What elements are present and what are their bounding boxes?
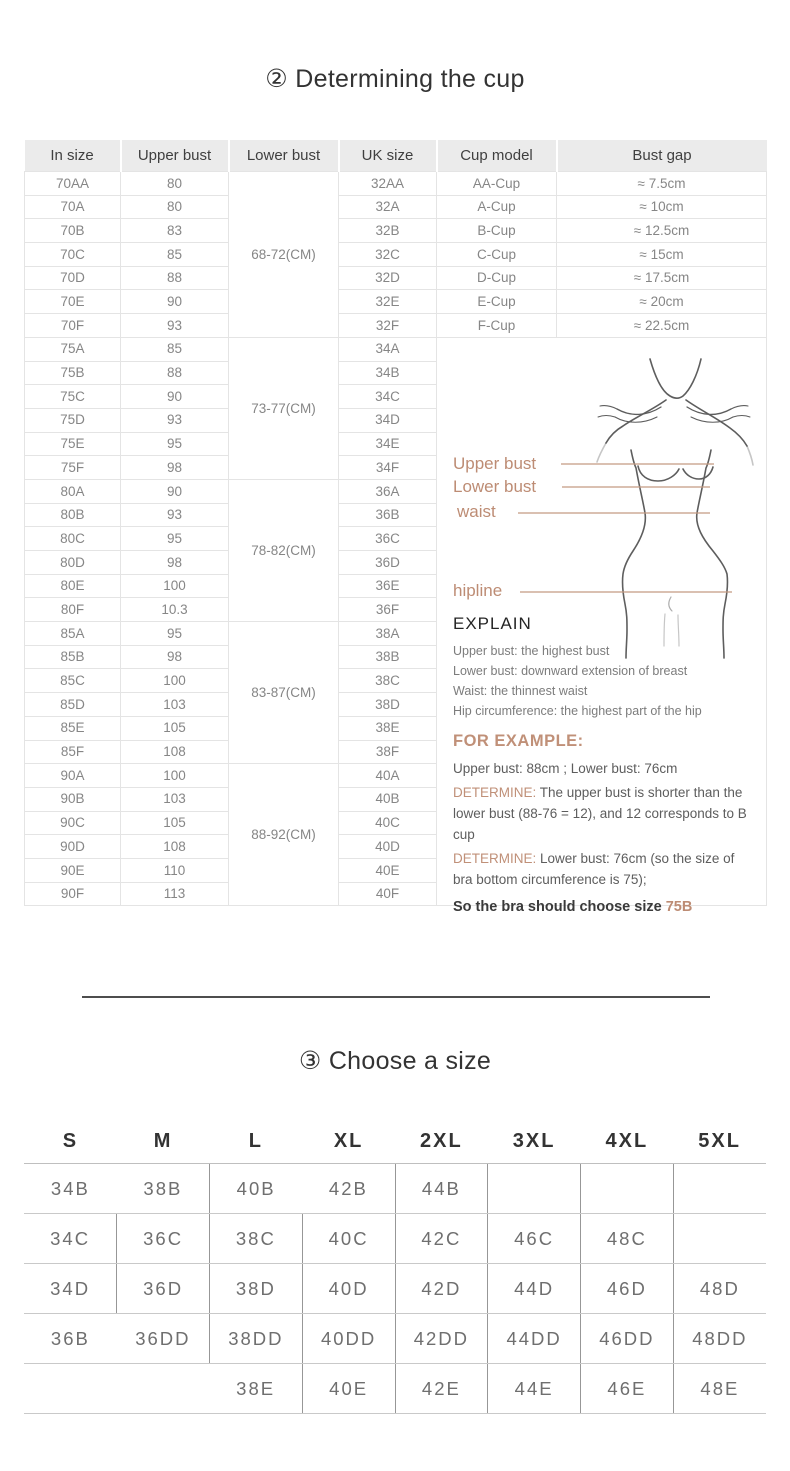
cell-in-size: 85E [25,716,121,740]
size-cell-empty [24,1364,117,1414]
cell-bust-gap: ≈ 20cm [557,290,767,314]
cell-in-size: 70B [25,219,121,243]
section-title-choose-size: ③ Choose a size [298,1047,492,1075]
cell-in-size: 80A [25,479,121,503]
cell-uk-size: 40B [339,787,437,811]
cell-upper-bust: 88 [121,266,229,290]
cell-bust-gap: ≈ 10cm [557,195,767,219]
cell-in-size: 70C [25,243,121,267]
cell-in-size: 90F [25,882,121,906]
label-waist: waist [457,501,496,521]
cell-uk-size: 40D [339,835,437,859]
label-lower-bust: Lower bust [453,476,537,496]
size-cell: 38DD [210,1314,303,1364]
cell-uk-size: 36C [339,527,437,551]
size-cell: 44E [488,1364,581,1414]
cell-uk-size: 38D [339,693,437,717]
size-cell: 38C [210,1214,303,1264]
cell-uk-size: 38B [339,645,437,669]
explain-heading: EXPLAIN [453,613,532,633]
determine-label: DETERMINE: [453,785,540,801]
cell-in-size: 90B [25,787,121,811]
cell-upper-bust: 98 [121,645,229,669]
cell-upper-bust: 100 [121,574,229,598]
cup-table-header [25,140,767,172]
cell-uk-size: 34B [339,361,437,385]
explain-line: Waist: the thinnest waist [453,683,588,698]
example-conclusion [453,897,751,917]
figure-navel [669,597,672,611]
size-cell: 40DD [302,1314,395,1364]
size-cell: 34D [24,1264,117,1314]
figure-hair-left [600,405,617,408]
size-cell: 42B [302,1164,395,1214]
cell-bust-gap: ≈ 7.5cm [557,172,767,196]
cell-in-size: 80F [25,598,121,622]
size-cell: 40B [210,1164,303,1214]
determine-text: The upper bust is shorter than the lower bust (88-76 = 12), and 12 corresponds to B cup [453,785,747,843]
size-cell: 40D [302,1264,395,1314]
size-cell-empty [117,1364,210,1414]
size-cell: 38D [210,1264,303,1314]
figure-neck [650,359,701,398]
size-cell: 34B [24,1164,117,1214]
size-cell: 46DD [581,1314,674,1364]
cell-uk-size: 32A [339,195,437,219]
cell-upper-bust: 105 [121,716,229,740]
cell-bust-gap: ≈ 15cm [557,243,767,267]
cell-upper-bust: 90 [121,290,229,314]
example-determine-1 [453,782,751,845]
cell-uk-size: 36F [339,598,437,622]
cell-in-size: 90A [25,764,121,788]
size-col-header-5xl: 5XL [673,1119,766,1164]
cell-in-size: 70D [25,266,121,290]
cell-upper-bust: 83 [121,219,229,243]
figure-bust-left [638,466,679,481]
cell-upper-bust: 90 [121,479,229,503]
example-determine-2 [453,848,751,890]
size-col-header-s: S [24,1119,117,1164]
cell-cup-model: E-Cup [437,290,557,314]
cell-uk-size: 38F [339,740,437,764]
size-cell-empty [488,1164,581,1214]
cell-upper-bust: 98 [121,456,229,480]
col-header-cup-model: Cup model [437,140,557,172]
determine-label: DETERMINE: [453,851,541,867]
conclusion-size: 75B [665,899,693,916]
size-cell: 36DD [117,1314,210,1364]
size-cell: 42E [395,1364,488,1414]
cell-in-size: 75C [25,385,121,409]
cell-uk-size: 38C [339,669,437,693]
cell-in-size: 85B [25,645,121,669]
cell-uk-size: 32B [339,219,437,243]
cell-lower-bust-range: 73-77(CM) [229,337,339,479]
size-cell: 48C [581,1214,674,1264]
label-upper-bust: Upper bust [453,453,537,473]
size-cell: 38B [117,1164,210,1214]
diagram-cell [437,337,767,916]
cell-uk-size: 40E [339,858,437,882]
figure-shoulder-left [606,400,666,443]
cell-upper-bust: 95 [121,527,229,551]
cell-in-size: 75D [25,408,121,432]
figure-bust-right [683,467,713,479]
size-cell-empty [581,1164,674,1214]
cell-in-size: 90D [25,835,121,859]
cell-upper-bust: 105 [121,811,229,835]
size-cell: 42DD [395,1314,488,1364]
cell-upper-bust: 80 [121,195,229,219]
cell-uk-size: 34E [339,432,437,456]
figure-arm-left [597,443,606,462]
cell-uk-size: 32E [339,290,437,314]
cell-uk-size: 36E [339,574,437,598]
cell-upper-bust: 95 [121,432,229,456]
cell-upper-bust: 98 [121,551,229,575]
figure-hair-right [731,405,748,408]
size-cell: 36C [117,1214,210,1264]
cell-upper-bust: 103 [121,693,229,717]
size-cell: 40E [302,1364,395,1414]
cell-uk-size: 32F [339,314,437,338]
size-cell: 48DD [673,1314,766,1364]
size-cell: 38E [210,1364,303,1414]
cell-in-size: 70AA [25,172,121,196]
cell-cup-model: B-Cup [437,219,557,243]
determine-text: Lower bust: 76cm (so the size of bra bottom circumference is 75); [453,851,735,888]
measurement-diagram [437,338,767,916]
cell-upper-bust: 108 [121,740,229,764]
cell-in-size: 80E [25,574,121,598]
explain-line: Upper bust: the highest bust [453,643,610,658]
figure-hair-right [733,415,750,417]
choose-size-table [24,1119,766,1414]
cell-upper-bust: 85 [121,243,229,267]
cell-in-size: 85C [25,669,121,693]
cell-bust-gap: ≈ 17.5cm [557,266,767,290]
cell-in-size: 70E [25,290,121,314]
explain-line: Lower bust: downward extension of breast [453,663,688,678]
size-cell: 36B [24,1314,117,1364]
size-cell: 46E [581,1364,674,1414]
conclusion-text: So the bra should choose size [453,899,666,916]
size-col-header-l: L [210,1119,303,1164]
cell-uk-size: 32D [339,266,437,290]
size-cell: 40C [302,1214,395,1264]
size-col-header-3xl: 3XL [488,1119,581,1164]
col-header-uk-size: UK size [339,140,437,172]
cell-upper-bust: 93 [121,503,229,527]
cell-upper-bust: 108 [121,835,229,859]
cell-upper-bust: 110 [121,858,229,882]
cell-in-size: 75E [25,432,121,456]
cup-table [24,140,767,916]
cell-uk-size: 36D [339,551,437,575]
cell-upper-bust: 80 [121,172,229,196]
example-measurements: Upper bust: 88cm ; Lower bust: 76cm [453,761,678,777]
label-hipline: hipline [453,580,503,600]
cell-upper-bust: 10.3 [121,598,229,622]
cell-in-size: 90E [25,858,121,882]
figure-arm-right [747,446,753,465]
for-example-heading: FOR EXAMPLE: [453,731,584,750]
cell-bust-gap: ≈ 12.5cm [557,219,767,243]
cell-in-size: 80B [25,503,121,527]
cell-cup-model: A-Cup [437,195,557,219]
size-cell: 48D [673,1264,766,1314]
cell-in-size: 80D [25,551,121,575]
cell-upper-bust: 103 [121,787,229,811]
cell-uk-size: 32C [339,243,437,267]
size-cell: 44D [488,1264,581,1314]
cell-lower-bust-range: 83-87(CM) [229,622,339,764]
cell-in-size: 80C [25,527,121,551]
cell-cup-model: C-Cup [437,243,557,267]
section-divider [82,996,710,998]
cell-in-size: 85F [25,740,121,764]
cell-lower-bust-range: 68-72(CM) [229,172,339,338]
cell-uk-size: 38A [339,622,437,646]
cell-uk-size: 34D [339,408,437,432]
cell-in-size: 90C [25,811,121,835]
cell-in-size: 85D [25,693,121,717]
col-header-lower-bust: Lower bust [229,140,339,172]
cell-in-size: 70F [25,314,121,338]
figure-hair-right [691,417,733,422]
diagram-text-block [453,615,751,918]
size-cell: 42C [395,1214,488,1264]
size-col-header-xl: XL [302,1119,395,1164]
figure-hair-right [687,407,731,414]
cell-upper-bust: 100 [121,764,229,788]
cell-in-size: 85A [25,622,121,646]
cell-in-size: 75A [25,337,121,361]
cell-in-size: 75F [25,456,121,480]
col-header-bust-gap: Bust gap [557,140,767,172]
cell-uk-size: 34A [339,337,437,361]
cell-uk-size: 32AA [339,172,437,196]
cell-uk-size: 36B [339,503,437,527]
size-cell: 46C [488,1214,581,1264]
col-header-upper-bust: Upper bust [121,140,229,172]
cell-uk-size: 40F [339,882,437,906]
cell-uk-size: 40A [339,764,437,788]
cell-upper-bust: 95 [121,622,229,646]
explain-line: Hip circumference: the highest part of the hip [453,703,702,718]
size-cell: 44DD [488,1314,581,1364]
size-cell: 48E [673,1364,766,1414]
size-cell: 36D [117,1264,210,1314]
cell-uk-size: 34C [339,385,437,409]
cell-cup-model: AA-Cup [437,172,557,196]
size-table-header [24,1119,766,1164]
section-title-determining-cup: ② Determining the cup [265,65,525,93]
size-cell: 44B [395,1164,488,1214]
cell-cup-model: D-Cup [437,266,557,290]
cell-cup-model: F-Cup [437,314,557,338]
size-cell-empty [673,1164,766,1214]
cell-lower-bust-range: 88-92(CM) [229,764,339,906]
size-col-header-2xl: 2XL [395,1119,488,1164]
cell-in-size: 70A [25,195,121,219]
cell-upper-bust: 93 [121,314,229,338]
figure-hair-left [598,415,615,417]
cell-upper-bust: 90 [121,385,229,409]
size-cell: 46D [581,1264,674,1314]
size-cell: 34C [24,1214,117,1264]
cell-uk-size: 38E [339,716,437,740]
cell-bust-gap: ≈ 22.5cm [557,314,767,338]
size-cell-empty [673,1214,766,1264]
size-col-header-4xl: 4XL [581,1119,674,1164]
cell-upper-bust: 93 [121,408,229,432]
cell-uk-size: 36A [339,479,437,503]
cell-upper-bust: 100 [121,669,229,693]
col-header-in-size: In size [25,140,121,172]
size-cell: 42D [395,1264,488,1314]
cell-upper-bust: 113 [121,882,229,906]
cell-in-size: 75B [25,361,121,385]
cell-upper-bust: 88 [121,361,229,385]
cell-upper-bust: 85 [121,337,229,361]
cell-uk-size: 40C [339,811,437,835]
cell-lower-bust-range: 78-82(CM) [229,479,339,621]
size-col-header-m: M [117,1119,210,1164]
cell-uk-size: 34F [339,456,437,480]
